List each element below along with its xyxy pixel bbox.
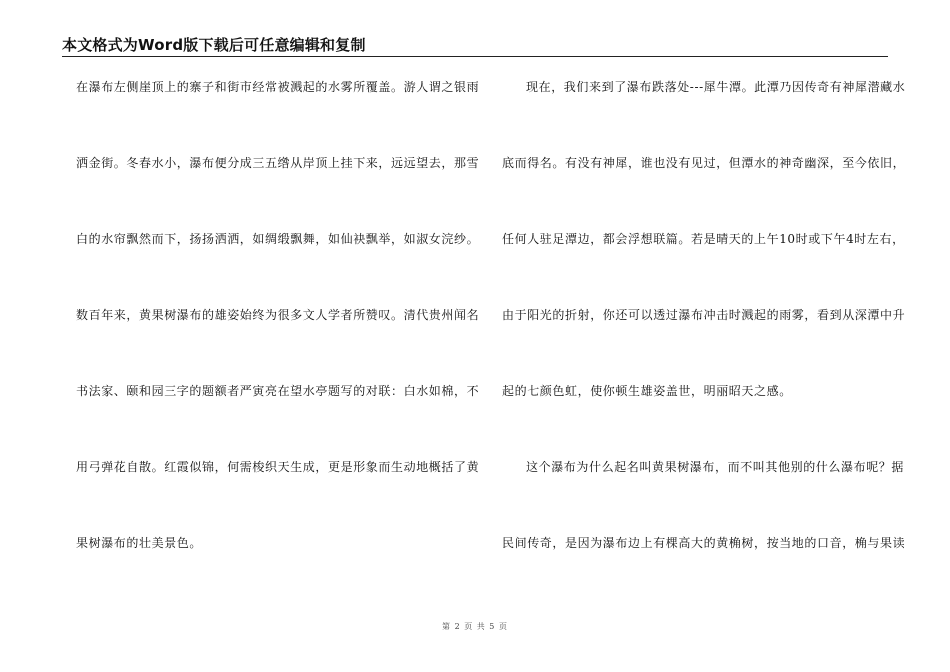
text-line: 洒金街。冬春水小，瀑布便分成三五绺从岸顶上挂下来，远远望去，那雪 [76,156,480,170]
text-line: 果树瀑布的壮美景色。 [76,536,203,550]
text-line: 书法家、颐和园三字的题额者严寅亮在望水亭题写的对联：白水如棉，不 [76,384,480,398]
page-header [62,32,888,57]
text-line: 由于阳光的折射，你还可以透过瀑布冲击时溅起的雨雾，看到从深潭中升 [502,308,906,322]
right-text-column [502,74,906,606]
page-number: 第 2 页 共 5 页 [442,622,508,631]
text-line: 用弓弹花自散。红霞似锦，何需梭织天生成，更是形象而生动地概括了黄 [76,460,480,474]
header-title: 本文格式为Word版下载后可任意编辑和复制 [62,36,366,54]
left-text-column [76,74,480,606]
text-line: 任何人驻足潭边，都会浮想联篇。若是晴天的上午10时或下午4时左右， [502,232,905,246]
text-line: 数百年来，黄果树瀑布的雄姿始终为很多文人学者所赞叹。清代贵州闻名 [76,308,480,322]
text-line: 现在，我们来到了瀑布跌落处---犀牛潭。此潭乃因传奇有神犀潜藏水 [526,80,906,94]
text-line: 白的水帘飘然而下，扬扬洒洒，如绸缎飘舞，如仙袂飘举，如淑女浣纱。 [76,232,480,246]
text-line: 民间传奇，是因为瀑布边上有棵高大的黄桷树，按当地的口音，桷与果读 [502,536,906,550]
text-line: 起的七颜色虹，使你顿生雄姿盖世，明丽昭天之感。 [502,384,792,398]
text-line: 在瀑布左侧崖顶上的寨子和街市经常被溅起的水雾所覆盖。游人谓之银雨 [76,80,480,94]
text-line: 这个瀑布为什么起名叫黄果树瀑布，而不叫其他别的什么瀑布呢？据 [526,460,905,474]
text-line: 底而得名。有没有神犀，谁也没有见过，但潭水的神奇幽深，至今依旧， [502,156,906,170]
